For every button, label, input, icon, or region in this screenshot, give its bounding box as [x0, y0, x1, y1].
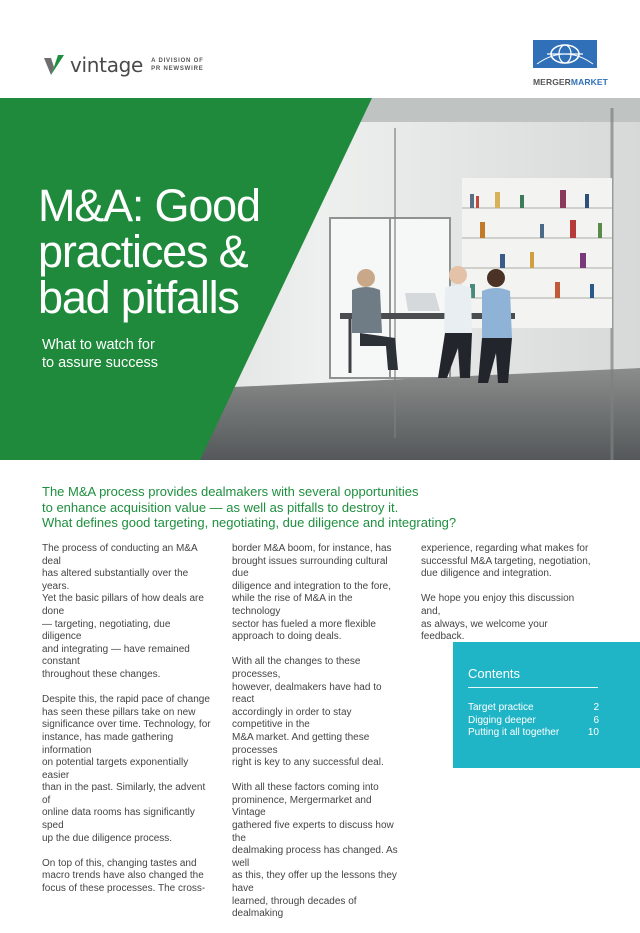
vintage-division-text: A DIVISION OF PR NEWSWIRE: [151, 58, 204, 72]
toc-item-putting-it-all-together[interactable]: Putting it all together 10: [468, 727, 599, 738]
intro-lead: The M&A process provides dealmakers with several opportunities to enhance acquisition value — as well as pitfalls to destroy it. What defines good targeting, negotiating, due diligence and integrating?: [42, 484, 457, 530]
paragraph: The process of conducting an M&A deal has altered substantially over the years. Yet the basic pillars of how deals are done — targeting, negotiating, due diligence and integrating — have remained constant throughout these changes.: [42, 543, 204, 680]
vintage-v-mark-icon: [42, 53, 66, 77]
mergermarket-logo: [533, 40, 608, 87]
body-column-2: [232, 543, 402, 933]
vintage-wordmark: vintage: [70, 53, 144, 77]
body-column-1: [42, 543, 212, 908]
contents-box: [453, 642, 640, 768]
contents-list: [468, 702, 599, 740]
contents-title: Contents: [468, 666, 521, 681]
paragraph: With all these factors coming into prominence, Mergermarket and Vintage gathered five experts to discuss how the dealmaking process has changed. As well as this, they offer up the lessons they have learned, through decades of dealmaking: [232, 782, 398, 920]
page-title: M&A: Good practices & bad pitfalls: [38, 180, 260, 323]
paragraph: experience, regarding what makes for successful M&A targeting, negotiation, due diligence and integration.: [421, 543, 591, 580]
body-column-3: [421, 543, 591, 656]
contents-divider: [468, 687, 598, 688]
paragraph: We hope you enjoy this discussion and, as always, we welcome your feedback.: [421, 593, 575, 643]
paragraph: Despite this, the rapid pace of change has seen these pillars take on new significance over time. Technology, for instance, has made gathering information on potential targets exponentially easier than in the past. Similarly, the advent of online data rooms has significantly sped up the due diligence process.: [42, 694, 211, 844]
toc-item-target-practice[interactable]: Target practice 2: [468, 702, 599, 713]
paragraph: On top of this, changing tastes and macro trends have also changed the focus of these processes. The cross-: [42, 857, 206, 895]
toc-item-digging-deeper[interactable]: Digging deeper 6: [468, 714, 599, 726]
mergermarket-wordmark: MERGERMARKET: [533, 77, 608, 87]
vintage-logo: [42, 53, 204, 77]
mergermarket-globe-icon: [533, 40, 597, 68]
paragraph: With all the changes to these processes, however, dealmakers have had to react accordingly in order to stay competitive in the M&A market. And getting these processes right is key to any successful deal.: [232, 656, 384, 769]
page-subtitle: What to watch for to assure success: [42, 337, 159, 371]
paragraph: border M&A boom, for instance, has brought issues surrounding cultural due diligence and integration to the fore, while the rise of M&A in the technology sector has fueled a more flexible approach to doing deals.: [232, 543, 392, 643]
